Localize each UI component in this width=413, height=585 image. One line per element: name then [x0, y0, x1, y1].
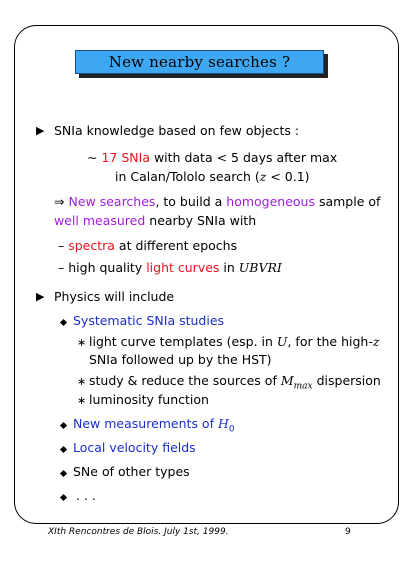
h0-sub: 0 [228, 424, 235, 435]
calan-text-a: with data [149, 150, 217, 165]
well-measured: well measured [54, 213, 146, 228]
sub-luminosity: luminosity function [89, 392, 209, 407]
spectra: spectra [68, 238, 115, 253]
z-limit: < 0.1) [266, 169, 310, 184]
star-bullet-icon: ∗ [77, 375, 87, 388]
implication-line-1 [54, 194, 380, 210]
dash-item-lightcurves [58, 260, 282, 276]
imp-text-2: sample of [314, 194, 381, 209]
footer-conference: XIth Rencontres de Blois. July 1st, 1999. [48, 527, 229, 537]
star-bullet-icon: ∗ [77, 394, 87, 407]
bands: UBVRI [238, 260, 282, 275]
dash: – [58, 260, 65, 275]
sub-templates-1 [89, 334, 379, 350]
lc-text-a: high quality [68, 260, 147, 275]
calan-line-1 [87, 150, 337, 166]
implication-line-2 [54, 213, 256, 229]
lc-text-b: in [219, 260, 239, 275]
imp-text-3: nearby SNIa with [145, 213, 257, 228]
item-velocity: Local velocity fields [73, 440, 196, 455]
dispersion-b: dispersion [312, 373, 381, 388]
M-var: M [280, 373, 294, 388]
title-banner [75, 50, 328, 78]
U-band: U [276, 334, 288, 349]
max-sub: max [293, 381, 313, 392]
bullet-physics: Physics will include [54, 289, 175, 304]
sn-count: 17 SNIa [101, 150, 150, 165]
bullet-knowledge: SNIa knowledge based on few objects : [54, 123, 300, 138]
slide-title: New nearby searches ? [108, 53, 291, 71]
imp-text-1: , to build a [155, 194, 227, 209]
dash-item-spectra [58, 238, 237, 254]
dash: – [58, 238, 65, 253]
spectra-rest: at different epochs [114, 238, 238, 253]
z-var: z [372, 334, 380, 349]
dispersion-a: study & reduce the sources of [89, 373, 281, 388]
sub-templates-2: SNIa followed up by the HST) [89, 352, 272, 367]
templates-b: , for the high- [287, 334, 373, 349]
item-other-types: SNe of other types [73, 464, 190, 479]
lt-sign: < [216, 150, 228, 165]
item-ellipsis: . . . [76, 488, 96, 503]
star-bullet-icon: ∗ [77, 336, 87, 349]
item-systematic: Systematic SNIa studies [73, 313, 225, 328]
new-searches: New searches [68, 194, 156, 209]
h0-text: New measurements of [73, 416, 218, 431]
bullet-arrow-icon: ▶ [36, 124, 45, 137]
templates-a: light curve templates (esp. in [89, 334, 277, 349]
item-h0 [73, 416, 235, 438]
tilde: ∼ [87, 150, 98, 165]
bullet-arrow-icon: ▶ [36, 290, 45, 303]
light-curves: light curves [146, 260, 220, 275]
calan-line-2 [115, 169, 310, 185]
page-number: 9 [345, 527, 351, 537]
calan-text-b: 5 days after max [227, 150, 338, 165]
implies-icon: ⇒ [54, 194, 65, 209]
H-var: H [217, 416, 229, 431]
homogeneous: homogeneous [226, 194, 315, 209]
z-var: z [259, 169, 267, 184]
calan-search: in Calan/Tololo search ( [115, 169, 260, 184]
title-box [75, 50, 324, 74]
